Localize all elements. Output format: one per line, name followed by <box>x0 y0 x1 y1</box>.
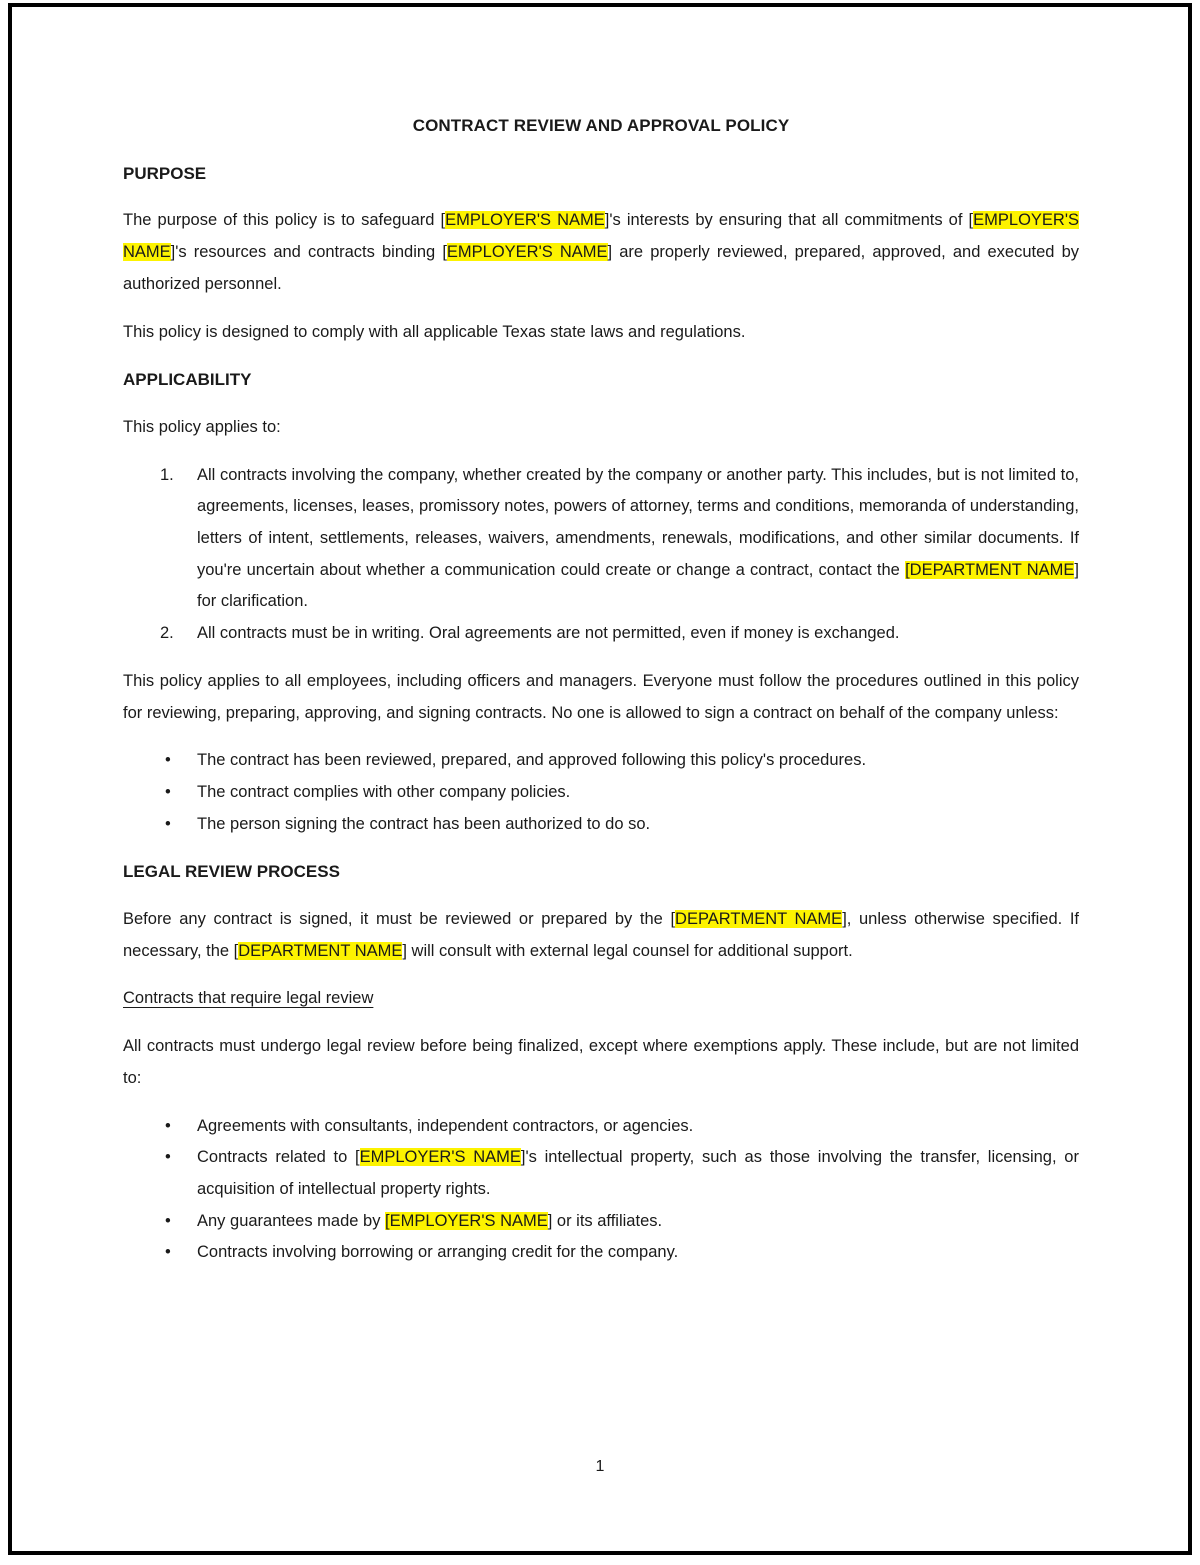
list-item-text: The person signing the contract has been authorized to do so. <box>197 814 651 833</box>
applicability-paragraph: This policy applies to all employees, including officers and managers. Everyone must follow the procedures outlined in this policy for reviewing, preparing, approving, and signing contracts. No one is allowed to sign a contract on behalf of the company unless: <box>123 671 1079 722</box>
highlighted-placeholder: DEPARTMENT NAME <box>675 910 843 929</box>
list-item-text: The contract complies with other company policies. <box>197 782 571 801</box>
section-heading-purpose: PURPOSE <box>123 163 207 183</box>
list-item-text <box>197 1212 662 1230</box>
section-heading-legal-review: LEGAL REVIEW PROCESS <box>123 862 340 882</box>
bullet-icon: • <box>165 1211 171 1230</box>
text-run: Any guarantees made by <box>197 1211 386 1230</box>
text-run: Agreements with consultants, independent contractors, or agencies. <box>197 1116 694 1135</box>
text-run: ]'s resources and contracts binding [ <box>170 243 447 262</box>
highlighted-placeholder: EMPLOYER'S NAME <box>359 1148 521 1167</box>
text-run: ] or its affiliates. <box>547 1211 663 1230</box>
highlighted-placeholder: EMPLOYER'S NAME <box>446 243 608 262</box>
page-number: 1 <box>595 1458 605 1475</box>
numbered-list <box>123 460 1079 650</box>
text-run: ] for clarification. <box>197 560 1079 611</box>
highlighted-placeholder: [DEPARTMENT NAME <box>905 560 1075 579</box>
bullet-icon: • <box>165 1116 171 1135</box>
list-item-text <box>197 1243 678 1261</box>
text-run: The purpose of this policy is to safeguard [ <box>123 211 446 230</box>
text-run: ] will consult with external legal counsel for additional support. <box>402 941 853 960</box>
text-run: Before any contract is signed, it must be reviewed or prepared by the [ <box>123 910 676 929</box>
bullet-list-item <box>123 1111 1079 1143</box>
bullet-list-item <box>123 777 1079 809</box>
list-item-text <box>197 624 900 642</box>
bullet-list-item <box>123 1237 1079 1269</box>
list-item-text <box>197 1148 1079 1198</box>
text-run: ]'s interests by ensuring that all commitments of [ <box>604 211 974 230</box>
list-item-text <box>197 466 1079 611</box>
highlighted-placeholder: EMPLOYER'S NAME <box>123 211 1079 262</box>
highlighted-placeholder: DEPARTMENT NAME <box>238 941 403 960</box>
highlighted-placeholder: [EMPLOYER'S NAME <box>385 1211 548 1230</box>
applicability-intro: This policy applies to: <box>123 417 281 436</box>
legal-review-paragraph-2: All contracts must undergo legal review before being finalized, except where exemptions apply. These include, but are not limited to: <box>123 1037 1079 1087</box>
highlighted-placeholder: EMPLOYER'S NAME <box>445 211 605 230</box>
bullet-icon: • <box>165 782 171 801</box>
list-number-marker: 2. <box>160 624 174 643</box>
bullet-list-item <box>123 745 1079 777</box>
bullet-list-item <box>123 1206 1079 1238</box>
bullet-icon: • <box>165 1148 171 1167</box>
text-run: ]'s intellectual property, such as those involving the transfer, licensing, or acquisition of intellectual property rights. <box>197 1148 1079 1198</box>
underlined-subheading-text: Contracts that require legal review <box>123 989 374 1008</box>
bullet-list <box>123 745 1079 840</box>
purpose-paragraph-1 <box>123 205 1079 300</box>
legal-review-subheading <box>123 983 1079 1015</box>
bullet-list <box>123 1111 1079 1270</box>
section-heading-applicability: APPLICABILITY <box>123 370 252 390</box>
list-item-text: The contract has been reviewed, prepared, and approved following this policy's procedures. <box>197 751 867 770</box>
text-run: All contracts must be in writing. Oral agreements are not permitted, even if money is exchanged. <box>197 624 900 643</box>
bullet-icon: • <box>165 814 171 833</box>
list-number-marker: 1. <box>160 465 174 484</box>
text-run: ] are properly reviewed, prepared, approved, and executed by authorized personnel. <box>123 243 1080 293</box>
numbered-list-item <box>123 618 1079 650</box>
text-run: Contracts involving borrowing or arranging credit for the company. <box>197 1243 679 1262</box>
bullet-list-item <box>123 1142 1079 1205</box>
list-item-text <box>197 1117 693 1135</box>
purpose-paragraph-2: This policy is designed to comply with all applicable Texas state laws and regulations. <box>123 322 746 341</box>
document-title: CONTRACT REVIEW AND APPROVAL POLICY <box>412 116 790 135</box>
text-run: All contracts involving the company, whether created by the company or another party. This includes, but is not limited to, agreements, licenses, leases, promissory notes, powers of attorney, terms and conditions, memoranda of understanding, letters of intent, settlements, releases, waivers, amendments, renewals, modifications, and other similar documents. If you're uncertain about whether a communication could create or change a contract, contact the <box>197 465 1079 579</box>
text-run: ], unless otherwise specified. If necessary, the [ <box>123 910 1079 960</box>
bullet-icon: • <box>165 1243 171 1262</box>
document-content <box>123 110 1079 1285</box>
bullet-list-item <box>123 809 1079 841</box>
bullet-icon: • <box>165 751 171 770</box>
numbered-list-item <box>123 460 1079 619</box>
legal-review-paragraph-1 <box>123 904 1079 967</box>
text-run: Contracts related to [ <box>197 1148 360 1167</box>
